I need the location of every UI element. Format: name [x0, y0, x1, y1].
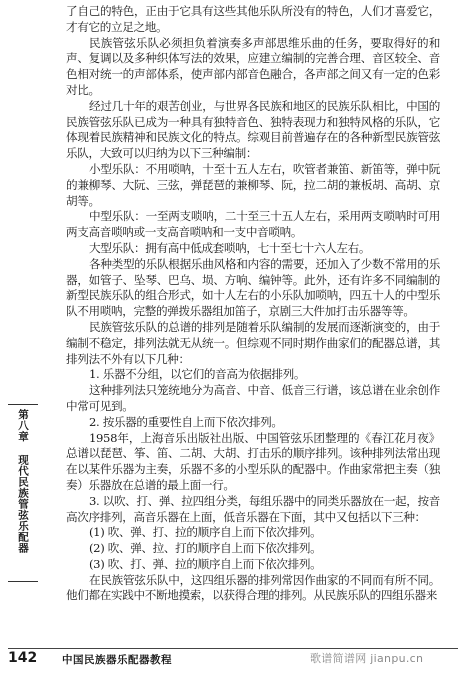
body-text	[66, 4, 440, 604]
paragraph: 这种排列法只笼统地分为高音、中音、低音三行谱，该总谱在业余创作中常可见到。	[66, 383, 440, 413]
paragraph: 3. 以吹、打、弹、拉四组分类，每组乐器中的同类乐器放在一起，按音高次序排列，高音乐器在上面，低音乐器在下面，其中又包括以下三种：	[66, 493, 441, 524]
chapter-sidebar	[8, 404, 38, 582]
paragraph: 经过几十年的艰苦创业，与世界各民族和地区的民族乐队相比，中国的民族管弦乐队已成为一种具有独特音色、独特表现力和独特风格的乐队，它体现着民族精神和民族文化的特点。综观目前普遍存在的各种新型民族管弦乐队，大致可以归纳为以下三种编制：	[66, 98, 440, 161]
paragraph: 1. 乐器不分组，以它们的音高为依据排列。	[89, 367, 306, 382]
paragraph: 2. 按乐器的重要性自上而下依次排列。	[89, 414, 283, 429]
paragraph: 中型乐队：一至两支唢呐，二十至三十五人左右，采用两支唢呐时可用两支高音唢呐或一支高音唢呐和一支中音唢呐。	[66, 209, 440, 240]
paragraph: 民族管弦乐队的总谱的排列是随着乐队编制的发展而逐渐演变的，由于编制不稳定，排列法就无从统一。但综观不同时期作曲家们的配器总谱，其排列法不外有以下几种：	[66, 319, 440, 366]
paragraph: 小型乐队：不用唢呐，十至十五人左右，吹管者兼笛、新笛等，弹中阮的兼柳琴、大阮、三弦，弹琵琶的兼柳琴、阮，拉二胡的兼板胡、高胡、京胡等。	[66, 161, 440, 208]
chapter-title: 第八章 现代民族管弦乐配器	[17, 409, 29, 554]
paragraph: 各种类型的乐队根据乐曲风格和内容的需要，还加入了少数不常用的乐器，如管子、坠琴、巴乌、埙、方响、编钟等。此外，还有许多不同编制的新型民族乐队的组合形式，如十人左右的小乐队加唢呐，四五十人的中型乐队不用唢呐，完整的弹拨乐器组加笛子，京剧三大件加打击乐器等等。	[66, 256, 440, 319]
footer-rule	[8, 648, 458, 649]
paragraph: (2) 吹、弹、拉、打的顺序自上而下依次排列。	[89, 541, 322, 556]
paragraph: (3) 吹、打、弹、拉的顺序自上而下依次排列。	[89, 556, 322, 571]
site-watermark: 歌谱简谱网 jianpu.cn	[310, 652, 424, 665]
paragraph: 民族管弦乐队必须担负着演奏多声部思维乐曲的任务，要取得好的和声、复调以及多种织体写法的效果，应建立编制的完善合理、音区较全、音色相对统一的声部体系，使声部内部音色融合，各声部之间又有一定的色彩对比。	[66, 35, 440, 97]
page-number: 142	[8, 650, 38, 666]
paragraph: 在民族管弦乐队中，这四组乐器的排列常因作曲家的不同而有所不同。他们都在实践中不断地摸索，以获得合理的排列。从民族乐队的四组乐器来	[66, 572, 440, 603]
paragraph: 大型乐队：拥有高中低成套唢呐，七十至七十六人左右。	[89, 240, 371, 255]
book-title: 中国民族器乐配器教程	[62, 654, 172, 666]
paragraph: 了自己的特色，正由于它具有这些其他乐队所没有的特色，人们才喜爱它，才有它的立足之地。	[66, 4, 440, 34]
paragraph: 1958年，上海音乐出版社出版、中国管弦乐团整理的《春江花月夜》总谱以琵琶、筝、笛、二胡、大胡、打击乐的顺序排列。该种排列法常出现在以某件乐器为主奏，乐器不多的小型乐队的配器中。作曲家常把主奏（独奏）乐器放在总谱的最上面一行。	[66, 430, 440, 492]
paragraph: (1) 吹、弹、打、拉的顺序自上而下依次排列。	[89, 525, 322, 540]
